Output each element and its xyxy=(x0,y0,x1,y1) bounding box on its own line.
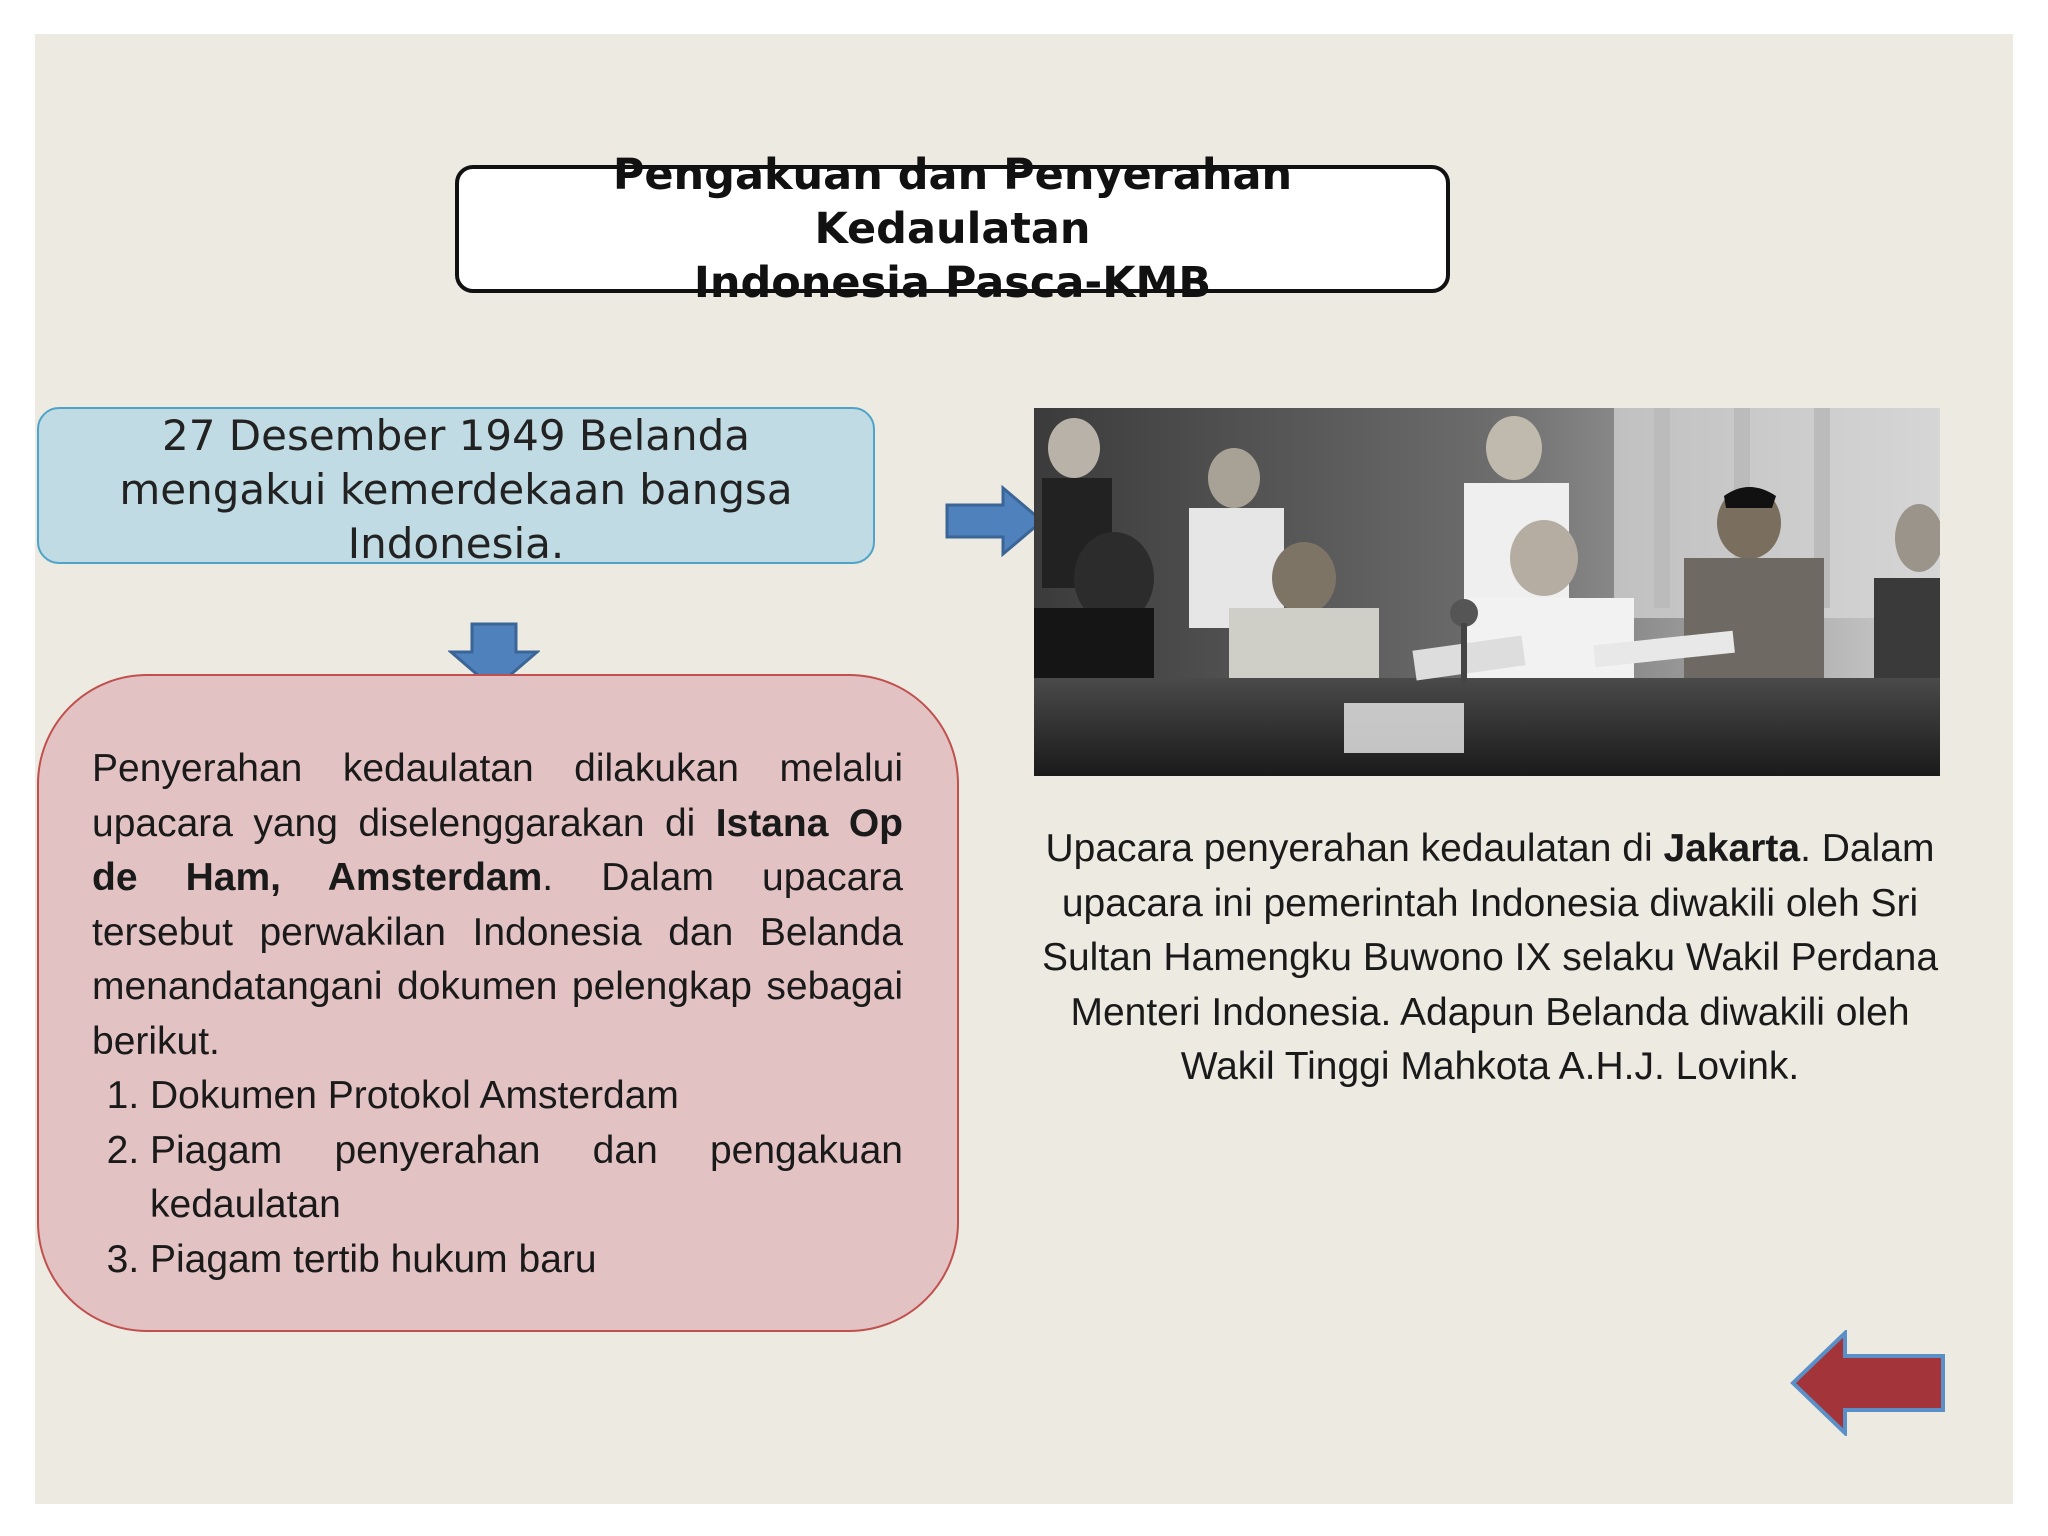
recognition-date-box xyxy=(37,407,875,568)
ceremony-intro-text-2: . Dalam upacara tersebut perwakilan Indonesia dan Belanda menandatangani dokumen pelengkap sebagai berikut. xyxy=(92,856,903,1063)
ceremony-intro-text: Penyerahan kedaulatan dilakukan melalui upacara yang diselenggarakan di xyxy=(92,747,903,845)
list-item: 2. Piagam penyerahan dan pengakuan kedaulatan xyxy=(150,1124,903,1233)
signing-ceremony-photo xyxy=(1034,408,1940,776)
page-title xyxy=(479,148,1426,310)
ceremony-box xyxy=(37,674,959,1332)
ceremony-location: Istana Op de Ham, Amsterdam xyxy=(92,801,903,899)
title-box xyxy=(455,150,1450,308)
arrow-left-icon xyxy=(1793,1333,1943,1433)
caption-text-2: . Dalam upacara ini pemerintah Indonesia diwakili oleh Sri Sultan Hamengku Buwono IX selaku Wakil Perdana Menteri Indonesia. Adapun Belanda diwakili oleh Wakil Tinggi Mahkota A.H.J. Lovink. xyxy=(1041,827,1939,1088)
arrow-right-icon xyxy=(945,485,1045,557)
title-line-1: Pengakuan dan Penyerahan Kedaulatan xyxy=(612,150,1293,254)
recognition-date-text: 27 Desember 1949 Belanda mengakui kemerdekaan bangsa Indonesia. xyxy=(119,411,793,568)
document-list xyxy=(92,1069,903,1287)
ceremony-intro xyxy=(92,742,903,1069)
back-button[interactable] xyxy=(1790,1330,1948,1436)
photo-caption xyxy=(1020,822,1960,1095)
title-line-2: Indonesia Pasca-KMB xyxy=(693,258,1212,308)
list-item: 3. Piagam tertib hukum baru xyxy=(150,1233,903,1288)
caption-location: Jakarta xyxy=(1663,827,1801,870)
photo-illustration xyxy=(1034,408,1940,776)
caption-text: Upacara penyerahan kedaulatan di xyxy=(1045,827,1664,870)
list-item: 1. Dokumen Protokol Amsterdam xyxy=(150,1069,903,1124)
